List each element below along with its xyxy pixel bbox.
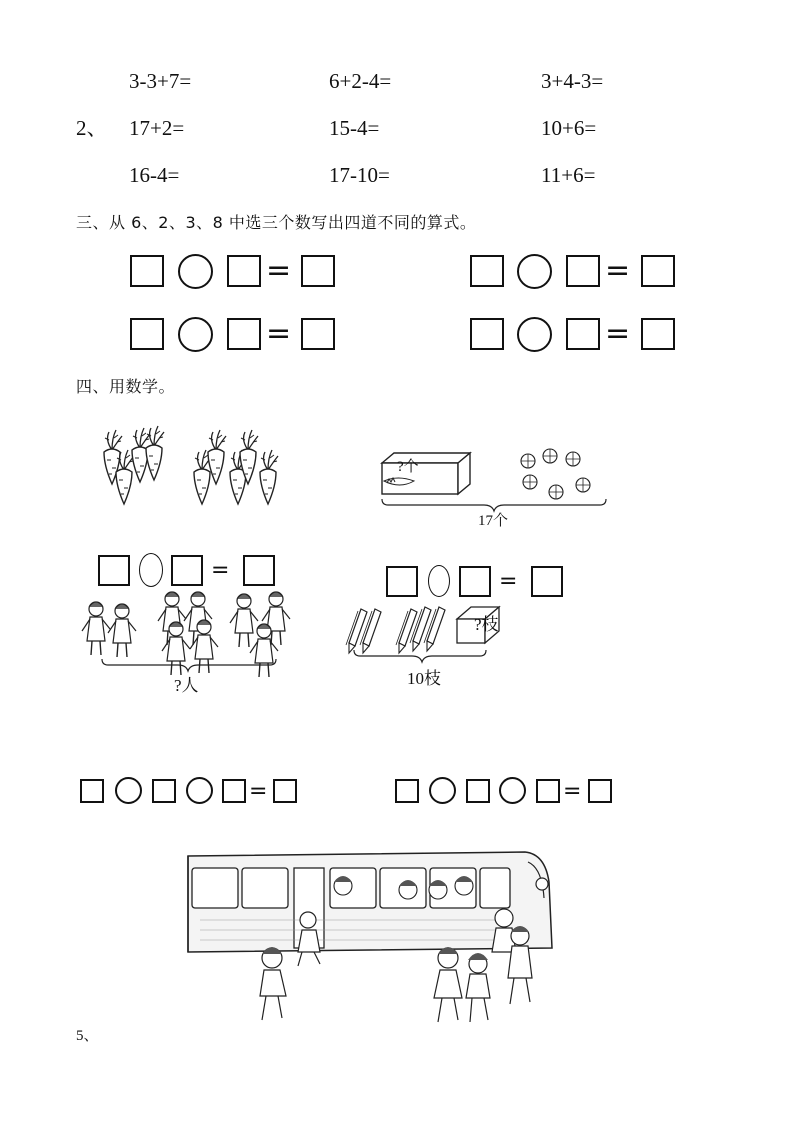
operator-circle[interactable]	[178, 317, 213, 352]
question-2-label: 2、	[76, 116, 108, 140]
answer-box[interactable]	[222, 779, 246, 803]
answer-box[interactable]	[395, 779, 419, 803]
equals-sign: =	[266, 316, 292, 351]
answer-box[interactable]	[566, 255, 600, 287]
answer-box[interactable]	[301, 318, 335, 350]
answer-box[interactable]	[243, 555, 275, 586]
equation-r1-c1: 3-3+7=	[129, 69, 192, 93]
equals-sign: =	[211, 558, 230, 583]
answer-box[interactable]	[531, 566, 563, 597]
equals-sign: =	[605, 316, 631, 351]
answer-box[interactable]	[301, 255, 335, 287]
children-illustration	[80, 585, 300, 665]
box-question-label: ?个	[397, 459, 419, 475]
operator-circle[interactable]	[186, 777, 213, 804]
answer-box[interactable]	[273, 779, 297, 803]
answer-box[interactable]	[459, 566, 491, 597]
operator-circle[interactable]	[517, 254, 552, 289]
answer-box[interactable]	[588, 779, 612, 803]
bus-illustration	[180, 848, 560, 1028]
equals-sign: =	[249, 779, 268, 804]
answer-box[interactable]	[171, 555, 203, 586]
answer-box[interactable]	[152, 779, 176, 803]
answer-box[interactable]	[566, 318, 600, 350]
operator-circle[interactable]	[115, 777, 142, 804]
equals-sign: =	[499, 569, 518, 594]
equation-r2-c3: 10+6=	[541, 116, 597, 140]
answer-box[interactable]	[470, 255, 504, 287]
question-5-label: 5、	[76, 1028, 99, 1044]
section-four-heading: 四、用数学。	[76, 377, 176, 396]
equation-r3-c3: 11+6=	[541, 163, 596, 187]
operator-oval[interactable]	[428, 565, 450, 597]
operator-circle[interactable]	[499, 777, 526, 804]
equation-r3-c2: 17-10=	[329, 163, 390, 187]
answer-box[interactable]	[641, 318, 675, 350]
answer-box[interactable]	[130, 318, 164, 350]
equation-r1-c2: 6+2-4=	[329, 69, 392, 93]
carrots-illustration	[98, 428, 298, 516]
answer-box[interactable]	[470, 318, 504, 350]
equation-r2-c1: 17+2=	[129, 116, 185, 140]
balls-total-label: 17个	[478, 513, 509, 529]
answer-box[interactable]	[130, 255, 164, 287]
operator-circle[interactable]	[429, 777, 456, 804]
answer-box[interactable]	[386, 566, 418, 597]
equals-sign: =	[605, 253, 631, 288]
operator-oval[interactable]	[139, 553, 163, 587]
pencil-box-question-label: ?枝	[474, 615, 499, 634]
answer-box[interactable]	[466, 779, 490, 803]
people-question-label: ?人	[174, 676, 199, 695]
answer-box[interactable]	[227, 318, 261, 350]
operator-circle[interactable]	[178, 254, 213, 289]
equation-r1-c3: 3+4-3=	[541, 69, 604, 93]
answer-box[interactable]	[536, 779, 560, 803]
equation-r3-c1: 16-4=	[129, 163, 180, 187]
answer-box[interactable]	[80, 779, 104, 803]
section-three-heading: 三、从 6、2、3、8 中选三个数写出四道不同的算式。	[76, 213, 477, 232]
operator-circle[interactable]	[517, 317, 552, 352]
equals-sign: =	[266, 253, 292, 288]
pencils-total-brace	[352, 648, 492, 664]
equals-sign: =	[563, 779, 582, 804]
answer-box[interactable]	[641, 255, 675, 287]
answer-box[interactable]	[98, 555, 130, 586]
equation-r2-c2: 15-4=	[329, 116, 380, 140]
pencils-total-label: 10枝	[407, 669, 441, 688]
answer-box[interactable]	[227, 255, 261, 287]
